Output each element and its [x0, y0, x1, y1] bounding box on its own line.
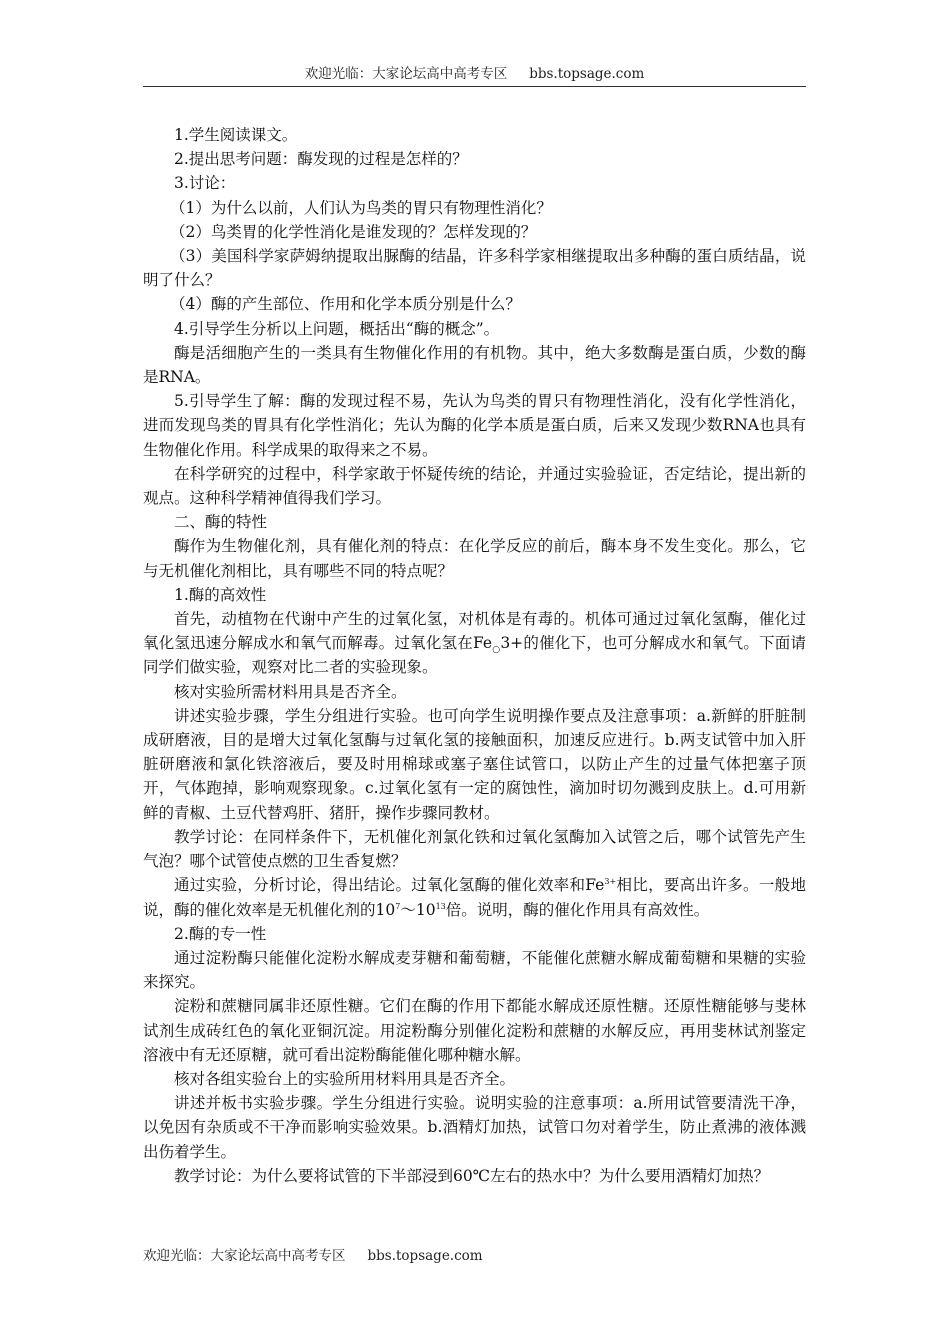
- conclusion-sup-2: 7: [395, 901, 401, 911]
- conclusion-text-3: ～10: [400, 900, 436, 919]
- paragraph-4: 4.引导学生分析以上问题，概括出“酶的概念”。: [174, 319, 500, 338]
- hydrogen-peroxide-text-a: 首先，动植物在代谢中产生的过氧化氢，对机体是有毒的。机体可通过过氧化氢酶，催化过氧化氢迅速分解成水和氧气而解毒。过氧化氢在Fe: [143, 610, 806, 653]
- page-header: [143, 64, 806, 87]
- conclusion-sup-1: 3+: [604, 877, 617, 887]
- header-url[interactable]: bbs.topsage.com: [529, 66, 645, 82]
- discussion-question-1: （1）为什么以前，人们认为鸟类的胃只有物理性消化？: [170, 198, 552, 217]
- subheading-specificity: 2.酶的专一性: [174, 924, 267, 943]
- paragraph-1: 1.学生阅读课文。: [174, 126, 298, 144]
- subheading-high-efficiency: 1.酶的高效性: [174, 585, 267, 604]
- sugar-paragraph: 淀粉和蔗糖同属非还原性糖。它们在酶的作用下都能水解成还原性糖。还原性糖能够与斐林试剂生成砖红色的氧化亚铜沉淀。用淀粉酶分别催化淀粉和蔗糖的水解反应，再用斐林试剂鉴定溶液中有无还原糖，就可看出淀粉酶能催化哪种糖水解。: [143, 997, 806, 1064]
- teaching-discussion-1: 教学讨论：在同样条件下，无机催化剂氯化铁和过氧化氢酶加入试管之后，哪个试管先产生气泡？哪个试管使点燃的卫生香复燃？: [143, 827, 806, 871]
- conclusion-paragraph: [143, 873, 806, 921]
- amylase-paragraph: 通过淀粉酶只能催化淀粉水解成麦芽糖和葡萄糖，不能催化蔗糖水解成葡萄糖和果糖的实验来探究。: [143, 948, 806, 992]
- section-heading-enzyme-properties: 二、酶的特性: [174, 513, 268, 532]
- discussion-question-2: （2）鸟类胃的化学性消化是谁发现的？怎样发现的？: [170, 222, 537, 241]
- hydrogen-peroxide-paragraph: [143, 607, 806, 680]
- paragraph-5: 5.引导学生了解：酶的发现过程不易，先认为鸟类的胃只有物理性消化，没有化学性消化，进而发现鸟类的胃具有化学性消化；先认为酶的化学本质是蛋白质，后来又发现少数RNA也具有生物催化作用。科学成果的取得来之不易。: [143, 392, 806, 459]
- footer-url[interactable]: bbs.topsage.com: [367, 1248, 483, 1264]
- conclusion-text-1: 通过实验，分析讨论，得出结论。过氧化氢酶的催化效率和Fe: [174, 876, 605, 895]
- page-footer: [143, 1246, 483, 1266]
- discussion-question-4: （4）酶的产生部位、作用和化学本质分别是什么？: [170, 295, 521, 314]
- check-bench-paragraph: 核对各组实验台上的实验所用材料用具是否齐全。: [174, 1069, 516, 1088]
- paragraph-3: 3.讨论：: [174, 174, 236, 193]
- conclusion-sup-3: 13: [435, 901, 446, 911]
- enzyme-catalyst-intro: 酶作为生物催化剂，具有催化剂的特点：在化学反应的前后，酶本身不发生变化。那么，它与无机催化剂相比，具有哪些不同的特点呢？: [143, 537, 806, 580]
- hydrogen-peroxide-ring-mark: ○: [492, 645, 501, 656]
- document-body: [143, 123, 806, 1188]
- experiment-steps-paragraph: 讲述实验步骤，学生分组进行实验。也可向学生说明操作要点及注意事项：a.新鲜的肝脏制成研磨液，目的是增大过氧化氢酶与过氧化氢的接触面积，加速反应进行。b.两支试管中加入肝脏研磨液和氯化铁溶液后，要及时用棉球或塞子塞住试管口，以防止产生的过量气体把塞子顶开，气体跑掉，影响观察现象。c.过氧化氢有一定的腐蚀性，滴加时切勿溅到皮肤上。d.可用新鲜的青椒、土豆代替鸡肝、猪肝，操作步骤同教材。: [143, 706, 806, 822]
- hydrogen-peroxide-text-b: 3+的催化下，也可分解成水和氧气。下面请同学们做实验，观察对比二者的实验现象。: [143, 634, 806, 677]
- footer-site-name: 欢迎光临：大家论坛高中高考专区: [143, 1248, 346, 1264]
- teaching-discussion-2: 教学讨论：为什么要将试管的下半部浸到60℃左右的热水中？为什么要用酒精灯加热？: [174, 1166, 770, 1185]
- header-site-name: 欢迎光临：大家论坛高中高考专区: [304, 66, 508, 82]
- conclusion-text-4: 倍。说明，酶的催化作用具有高效性。: [445, 900, 710, 919]
- experiment-notes-paragraph: 讲述并板书实验步骤。学生分组进行实验。说明实验的注意事项：a.所用试管要清洗干净，以免因有杂质或不干净而影响实验效果。b.酒精灯加热，试管口勿对着学生，防止煮沸的液体溅出伤着学生。: [143, 1094, 806, 1161]
- discussion-question-3: （3）美国科学家萨姆纳提取出脲酶的结晶，许多科学家相继提取出多种酶的蛋白质结晶，说明了什么？: [143, 247, 806, 290]
- paragraph-2: 2.提出思考问题：酶发现的过程是怎样的？: [174, 150, 468, 169]
- check-materials-paragraph: 核对实验所需材料用具是否齐全。: [174, 682, 407, 701]
- science-spirit-paragraph: 在科学研究的过程中，科学家敢于怀疑传统的结论，并通过实验验证，否定结论，提出新的观点。这种科学精神值得我们学习。: [143, 464, 806, 508]
- conclusion-text-2: 相比，要高出许多。一般地说，酶的催化效率是无机催化剂的10: [143, 876, 806, 919]
- enzyme-definition: 酶是活细胞产生的一类具有生物催化作用的有机物。其中，绝大多数酶是蛋白质，少数的酶是RNA。: [143, 343, 806, 387]
